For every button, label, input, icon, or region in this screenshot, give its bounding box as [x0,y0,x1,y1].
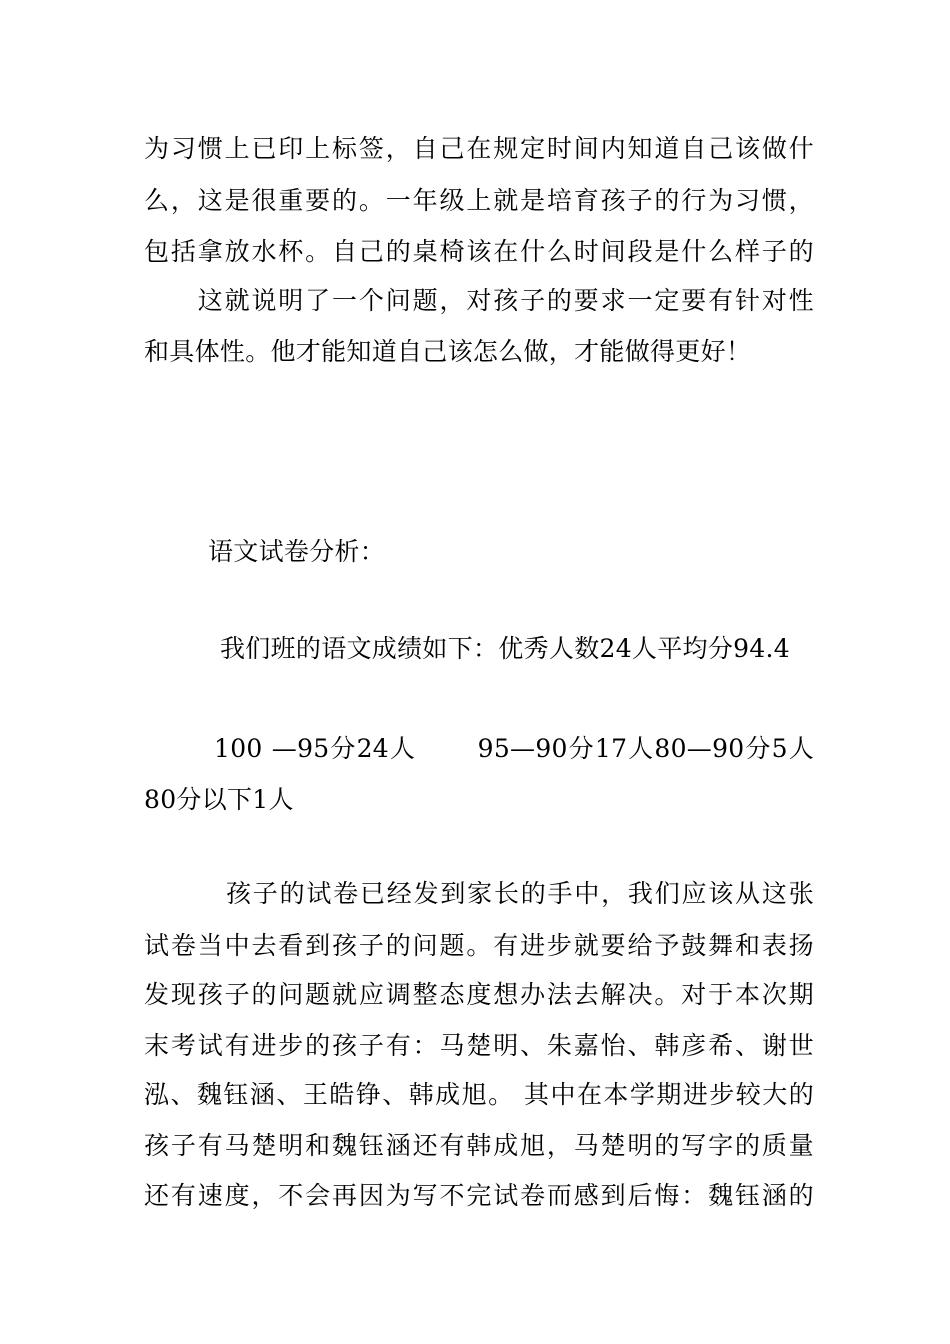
paragraph-1-line-1: 为习惯上已印上标签，自己在规定时间内知道自己该做什 [144,134,814,163]
paragraph-2-line-1: 这就说明了一个问题，对孩子的要求一定要有针对性 [144,286,814,315]
score-distribution-line-1: 100 —95分24人 95—90分17人80—90分5人 [214,734,814,763]
paragraph-3-line-3: 发现孩子的问题就应调整态度想办法去解决。对于本次期 [144,980,814,1009]
paragraph-3-line-6: 孩子有马楚明和魏钰涵还有韩成旭，马楚明的写字的质量 [144,1131,814,1160]
score-summary: 我们班的语文成绩如下：优秀人数24人平均分94.4 [220,634,790,663]
paragraph-2-line-2: 和具体性。他才能知道自己该怎么做，才能做得更好！ [144,337,752,366]
section-heading: 语文试卷分析： [208,537,386,566]
score-distribution-line-2: 80分以下1人 [144,785,294,814]
paragraph-3-line-4: 末考试有进步的孩子有：马楚明、朱嘉怡、韩彦希、谢世 [144,1031,814,1060]
paragraph-3-line-1: 孩子的试卷已经发到家长的手中，我们应该从这张 [226,879,814,908]
paragraph-1-line-3: 包括拿放水杯。自己的桌椅该在什么时间段是什么样子的 [144,237,814,266]
paragraph-3-line-2: 试卷当中去看到孩子的问题。有进步就要给予鼓舞和表扬 [144,931,814,960]
paragraph-3-line-7: 还有速度，不会再因为写不完试卷而感到后悔：魏钰涵的 [144,1181,814,1210]
paragraph-1-line-2: 么，这是很重要的。一年级上就是培育孩子的行为习惯， [144,186,814,215]
paragraph-3-line-5: 泓、魏钰涵、王皓铮、韩成旭。 其中在本学期进步较大的 [144,1080,814,1109]
